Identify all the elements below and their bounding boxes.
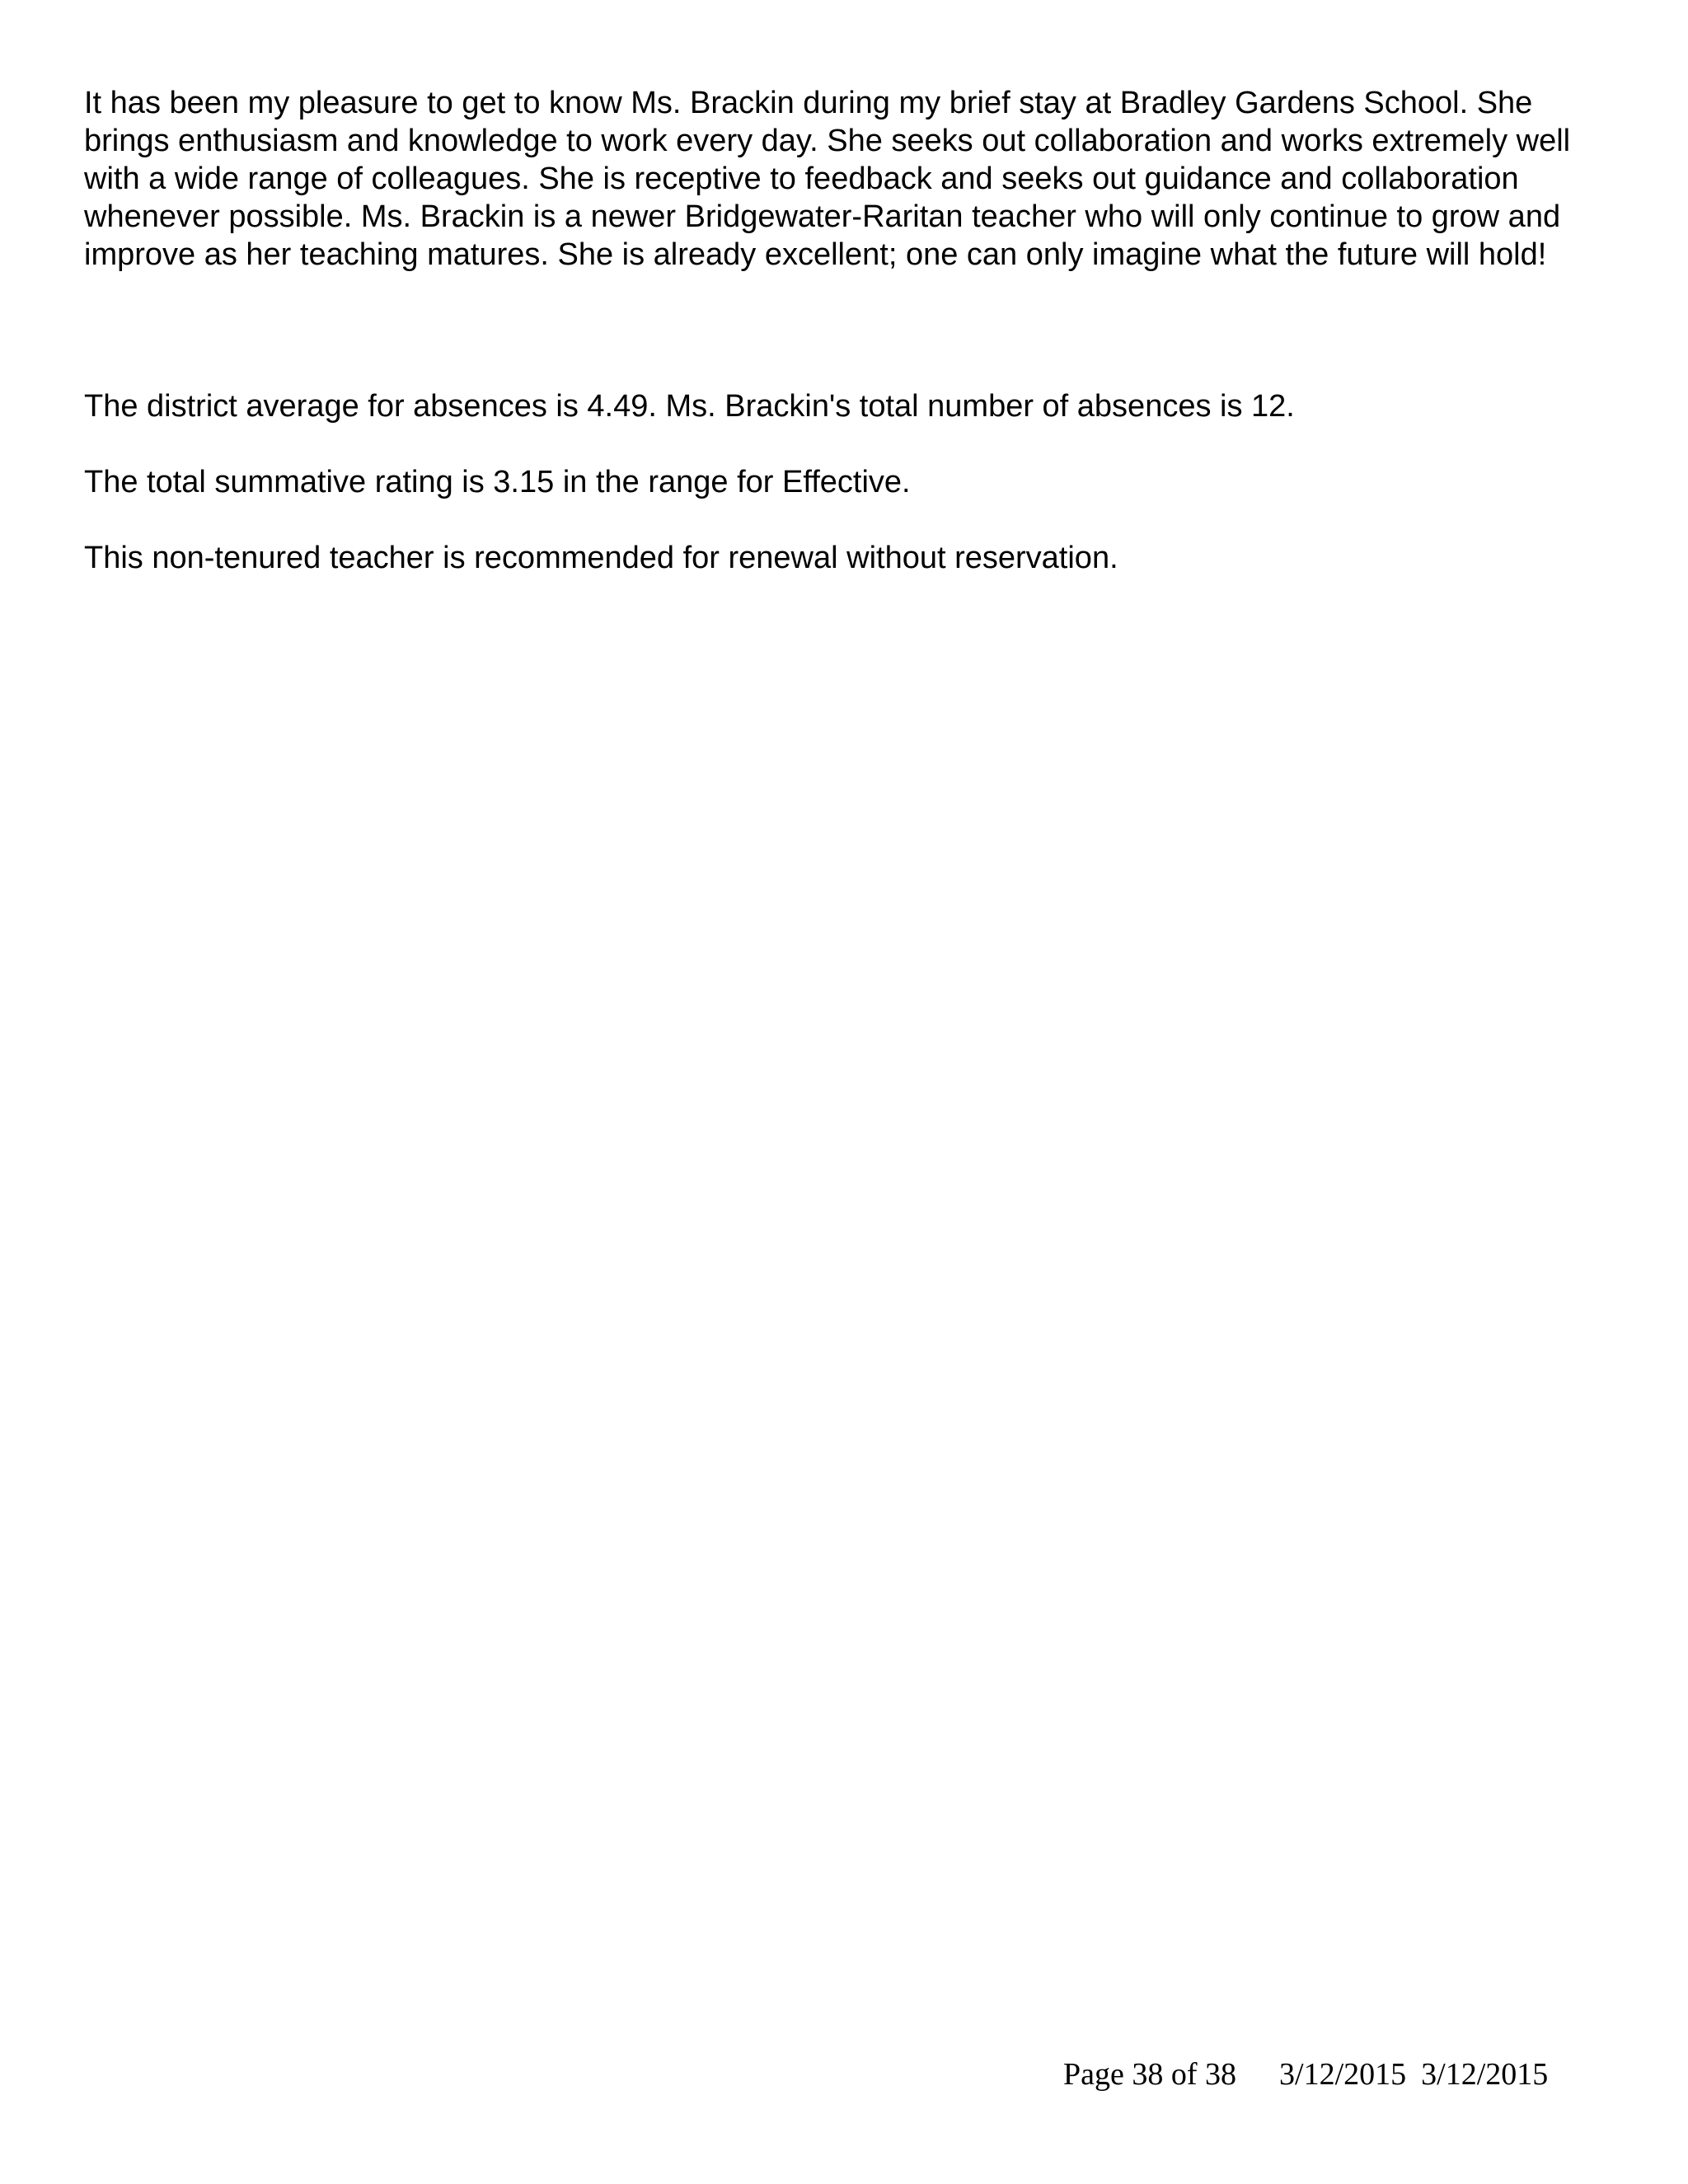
evaluation-paragraph: It has been my pleasure to get to know Ms. Brackin during my brief stay at Bradley Gardens School. She brings enthusiasm and knowledge to work every day. She seeks out collaboration and works extremely well with a wide range of colleagues. She is receptive to feedback and seeks out guidance and collaboration whenever possible. Ms. Brackin is a newer Bridgewater-Raritan teacher who will only continue to grow and improve as her teaching matures. She is already excellent; one can only imagine what the future will hold! — [84, 86, 1571, 272]
recommendation-paragraph: This non-tenured teacher is recommended for renewal without reservation. — [84, 541, 1118, 575]
footer-date-second: 3/12/2015 — [1421, 2057, 1549, 2092]
page-footer — [1063, 2055, 1640, 2093]
absences-paragraph: The district average for absences is 4.49. Ms. Brackin's total number of absences is 12. — [84, 389, 1295, 424]
summative-rating-paragraph: The total summative rating is 3.15 in the range for Effective. — [84, 465, 911, 499]
footer-date: 3/12/2015 — [1279, 2057, 1407, 2092]
page-number: Page 38 of 38 — [1063, 2057, 1237, 2092]
